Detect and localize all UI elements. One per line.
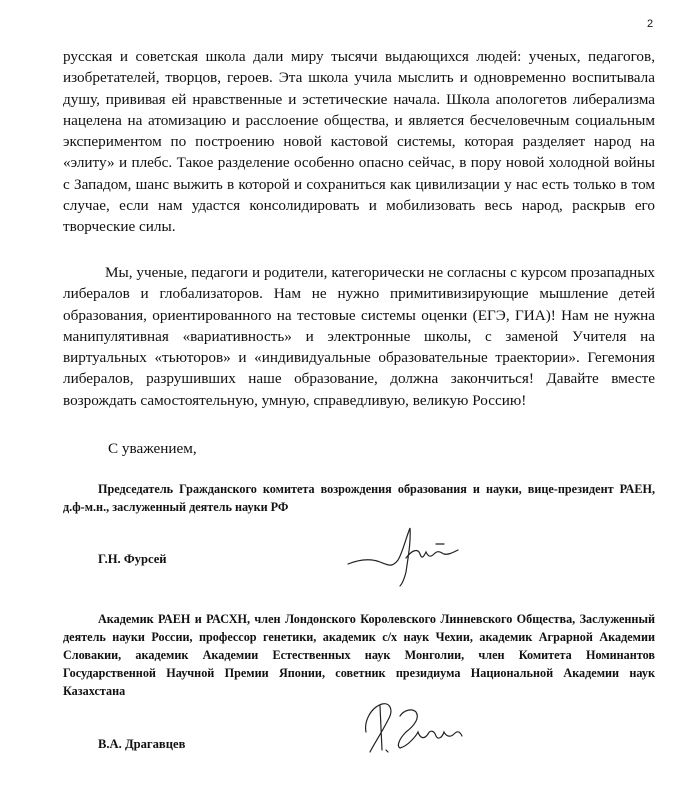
signatory-title: Председатель Гражданского комитета возрождения образования и науки, вице-президент РАЕН, д.ф-м.н., заслуженный деятель науки РФ <box>63 482 655 514</box>
closing-salutation: С уважением, <box>108 440 197 457</box>
handwritten-signature <box>340 520 470 590</box>
signatory-name: В.А. Драгавцев <box>98 737 186 751</box>
body-paragraph: русская и советская школа дали миру тысячи выдающихся людей: ученых, педагогов, изобретателей, творцов, героев. Эта школа учила мыслить и одновременно воспитывала душу, прививая ей нравственные и эстетические начала. Школа апологетов либерализма нацелена на атомизацию и расслоение общества, и является бесчеловечным социальным экспериментом по построению новой кастовой системы, которая разделяет народ на «элиту» и плебс. Такое разделение особенно опасно сейчас, в пору новой холодной войны с Западом, шанс выжить в которой и сохраниться как цивилизации у нас есть только в том случае, если нам удастся консолидировать и мобилизовать весь народ, раскрыв его творческие силы. <box>63 48 655 236</box>
body-paragraph: Мы, ученые, педагоги и родители, категорически не согласны с курсом прозападных либералов и глобализаторов. Нам не нужно примитивизирующие мышление детей образования, ориентированного на тестовые системы оценки (ЕГЭ, ГИА)! Нам не нужна манипулятивная «вариативность» и электронные школы, с заменой Учителя на виртуальных «тьюторов» и «индивидуальные образовательные траектории». Гегемония либералов, разрушивших наше образование, должна закончиться! Давайте вместе возрождать самостоятельную, умную, справедливую, великую Россию! <box>63 264 655 409</box>
page-number: 2 <box>647 18 654 30</box>
handwritten-signature <box>360 692 470 762</box>
signatory-title: Академик РАЕН и РАСХН, член Лондонского Королевского Линневского Общества, Заслуженный деятель науки России, профессор генетики, академик с/х наук Чехии, академик Аграрной Академии Словакии, академик Академии Естественных наук Монголии, член Комитета Номинантов Государственной Научной Премии Японии, советник президиума Национальной Академии наук Казахстана <box>63 612 655 698</box>
signatory-name: Г.Н. Фурсей <box>98 552 167 566</box>
